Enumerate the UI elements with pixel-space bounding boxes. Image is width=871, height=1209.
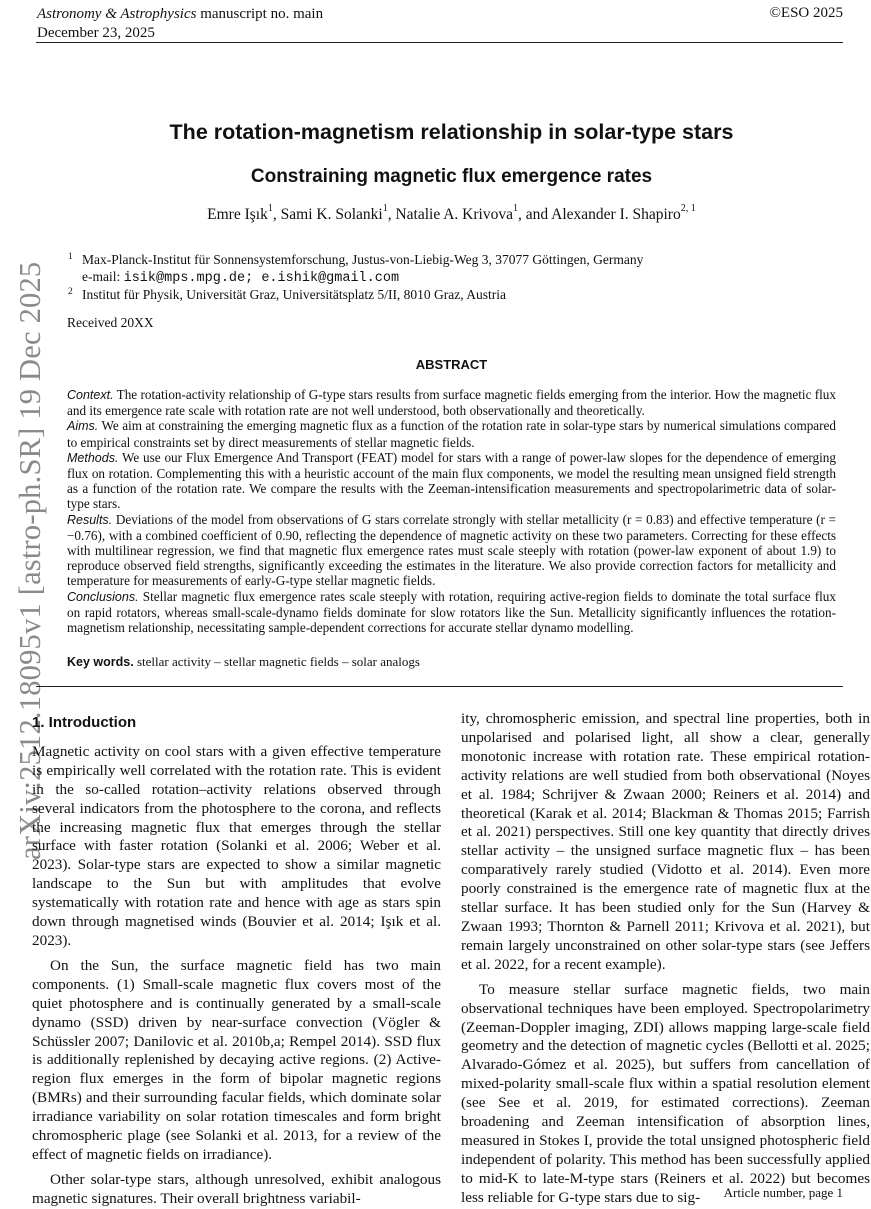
methods-label: Methods.	[67, 450, 119, 465]
paper-subtitle: Constraining magnetic flux emergence rates	[250, 166, 653, 187]
abstract-body	[67, 387, 836, 635]
abstract-aims	[67, 418, 836, 449]
conclusions-label: Conclusions.	[67, 589, 139, 604]
paper-title: The rotation-magnetism relationship in solar-type stars	[169, 120, 734, 144]
affiliation-number: 1	[68, 252, 73, 262]
received-date: Received 20XX	[67, 315, 154, 330]
section-heading-introduction: 1. Introduction	[32, 714, 137, 731]
keywords-text: stellar activity – stellar magnetic fields – solar analogs	[133, 654, 420, 669]
affiliation-2	[68, 286, 507, 304]
header-divider	[36, 42, 843, 43]
context-label: Context.	[67, 388, 114, 402]
affiliation-text: Institut für Physik, Universität Graz, Universitätsplatz 5/II, 8010 Graz, Austria	[82, 287, 507, 302]
contact-email	[82, 268, 399, 288]
author-affiliation-mark: 1	[512, 202, 519, 214]
intro-paragraph-2: On the Sun, the surface magnetic field has two main components. (1) Small-scale magnetic flux covers most of the quiet photosphere and is continually generated by a small-scale dynamo (SSD) driven by near-surface convection (Vögler & Schüssler 2007; Danilovic et al. 2010b,a; Rempel 2014). SSD flux is additionally replenished by decaying active regions. (2) Active-region flux emerges in the form of bipolar magnetic regions (BMRs) and their surrounding facular fields, which dominate solar irradiance variability on solar rotation timescales and form bright chromospheric plage (see Solanki et al. 2013, for a review of the effect of magnetic fields on irradiance).	[32, 956, 441, 1163]
author-affiliation-mark: 2, 1	[680, 202, 696, 214]
abstract-divider	[36, 686, 843, 687]
abstract-conclusions	[67, 589, 836, 636]
affiliation-text: Max-Planck-Institut für Sonnensystemforschung, Justus-von-Liebig-Weg 3, 37077 Göttingen, Germany	[82, 252, 644, 267]
intro-paragraph-4: To measure stellar surface magnetic fields, two main observational techniques have been employed. Spectropolarimetry (Zeeman-Doppler imaging, ZDI) allows mapping large-scale field geometry and the detection of magnetic cycles (Bellotti et al. 2025; Alvarado-Gómez et al. 2025), but suffers from cancellation of mixed-polarity small-scale flux within a spatial resolution element (see See et al. 2019, for estimated corrections). Zeeman broadening and Zeeman intensification of absorption lines, measured in Stokes I, provide the total unsigned photospheric field independent of polarity. This method has been successfully applied to mid-K to late-M-type stars (Reiners et al. 2022) but becomes less reliable for G-type stars due to sig-	[461, 980, 870, 1206]
results-label: Results.	[67, 512, 113, 527]
right-column	[461, 710, 870, 1208]
author-list	[60, 202, 843, 224]
intro-paragraph-1: Magnetic activity on cool stars with a given effective temperature is empirically well correlated with the rotation rate. This is evident in the so-called rotation–activity relations observed through several indicators from the photosphere to the corona, and reflects the increasing magnetic flux that emerges through the stellar surface with faster rotation (Solanki et al. 2006; Weber et al. 2023). Solar-type stars are expected to show a similar magnetic landscape to the Sun but with amplitudes that evolve systematically with rotation rate and hence with age as stars spin down through magnetised winds (Bouvier et al. 2014; Işık et al. 2023).	[32, 742, 441, 949]
author-name: , Sami K. Solanki	[272, 206, 383, 223]
author-name: Emre Işık	[207, 206, 268, 223]
running-header	[37, 5, 323, 43]
conclusions-text: Stellar magnetic flux emergence rates scale steeply with rotation, requiring active-region fields to dominate the total surface flux on rapid rotators, whereas small-scale-dynamo fields dominate for slow rotators like the Sun. Metallicity significantly influences the rotation-magnetism relationship, necessitating sample-dependent corrections for accurate stellar dynamo modelling.	[67, 588, 836, 636]
author-name: , Natalie A. Krivova	[387, 206, 513, 223]
arxiv-identifier-stamp[interactable]: arXiv:2512.18095v1 [astro-ph.SR] 19 Dec 2025	[13, 261, 47, 860]
copyright-notice: ©ESO 2025	[769, 5, 843, 21]
abstract-results	[67, 512, 836, 589]
results-text: Deviations of the model from observations of G stars correlate strongly with stellar metallicity (r = 0.83) and effective temperature (r = −0.76), with a combined coefficient of 0.90, reflecting the dependence of magnetic activity on these two parameters. Correcting for these effects with multilinear regression, we find that magnetic flux emergence rates must scale steeply with rotation (power-law exponent of about 1.9) to reproduce observed field strengths, significantly exceeding the estimates in the literature. We also provide correction factors for metallicity and temperature for measurements of early-G-type stellar magnetic fields.	[67, 511, 836, 589]
author-affiliation-mark: 1	[382, 202, 388, 214]
author-affiliation-mark: 1	[267, 202, 273, 214]
email-label: e-mail:	[82, 269, 124, 284]
email-link[interactable]: isik@mps.mpg.de; e.ishik@gmail.com	[123, 271, 400, 286]
abstract-heading: ABSTRACT	[415, 357, 488, 372]
methods-text: We use our Flux Emergence And Transport (FEAT) model for stars with a range of power-law slopes for the dependence of emerging flux on rotation. Complementing this with a heuristic account of the main flux components, we model the resulting mean unsigned field strength as a function of the rotation rate. We compare the results with the Zeeman-intensification measurements and spectropolarimetric data of solar-type stars.	[67, 449, 836, 512]
intro-paragraph-3: Other solar-type stars, although unresolved, exhibit analogous magnetic signatures. Their overall brightness variabil-	[32, 1170, 441, 1207]
abstract-methods	[67, 450, 836, 512]
left-column	[32, 714, 441, 1209]
keywords-label: Key words.	[67, 655, 134, 669]
aims-text: We aim at constraining the emerging magnetic flux as a function of the rotation rate in solar-type stars by numerical simulations compared to empirical constraints set by direct measurements of stellar magnetic fields.	[67, 418, 836, 450]
affiliation-number: 2	[68, 287, 73, 297]
aims-label: Aims.	[67, 419, 99, 434]
abstract-context	[67, 387, 836, 418]
journal-name: Astronomy & Astrophysics	[37, 6, 197, 22]
manuscript-number: manuscript no. main	[200, 6, 324, 22]
author-name: , and Alexander I. Shapiro	[518, 206, 681, 223]
header-date: December 23, 2025	[37, 25, 155, 41]
affiliation-1	[68, 251, 644, 269]
intro-paragraph-3-continued: ity, chromospheric emission, and spectral line properties, both in unpolarised and polarised light, all show a clear, generally monotonic increase with rotation rate. These empirical rotation-activity relations are well studied from both observational (Noyes et al. 1984; Schrijver & Zwaan 2000; Reiners et al. 2014) and theoretical (Karak et al. 2014; Blackman & Thomas 2015; Farrish et al. 2021) perspectives. Still one key quantity that directly drives stellar activity – the unsigned surface magnetic flux – has been comparatively rarely studied (Vidotto et al. 2014). Even more poorly constrained is the emergence rate of magnetic flux at the stellar surface. It has been studied only for the Sun (Harvey & Zwaan 1993; Thornton & Parnell 2011; Krivova et al. 2021), but remain largely unconstrained on other solar-type stars (see Jeffers et al. 2022, for a recent example).	[461, 710, 870, 973]
context-text: The rotation-activity relationship of G-type stars results from surface magnetic fields emerging from the interior. How the magnetic flux and its emergence rate scale with rotation rate are not well understood, both observationally and theoretically.	[67, 387, 836, 419]
keywords	[67, 654, 420, 670]
page-footer: Article number, page 1	[723, 1185, 843, 1200]
